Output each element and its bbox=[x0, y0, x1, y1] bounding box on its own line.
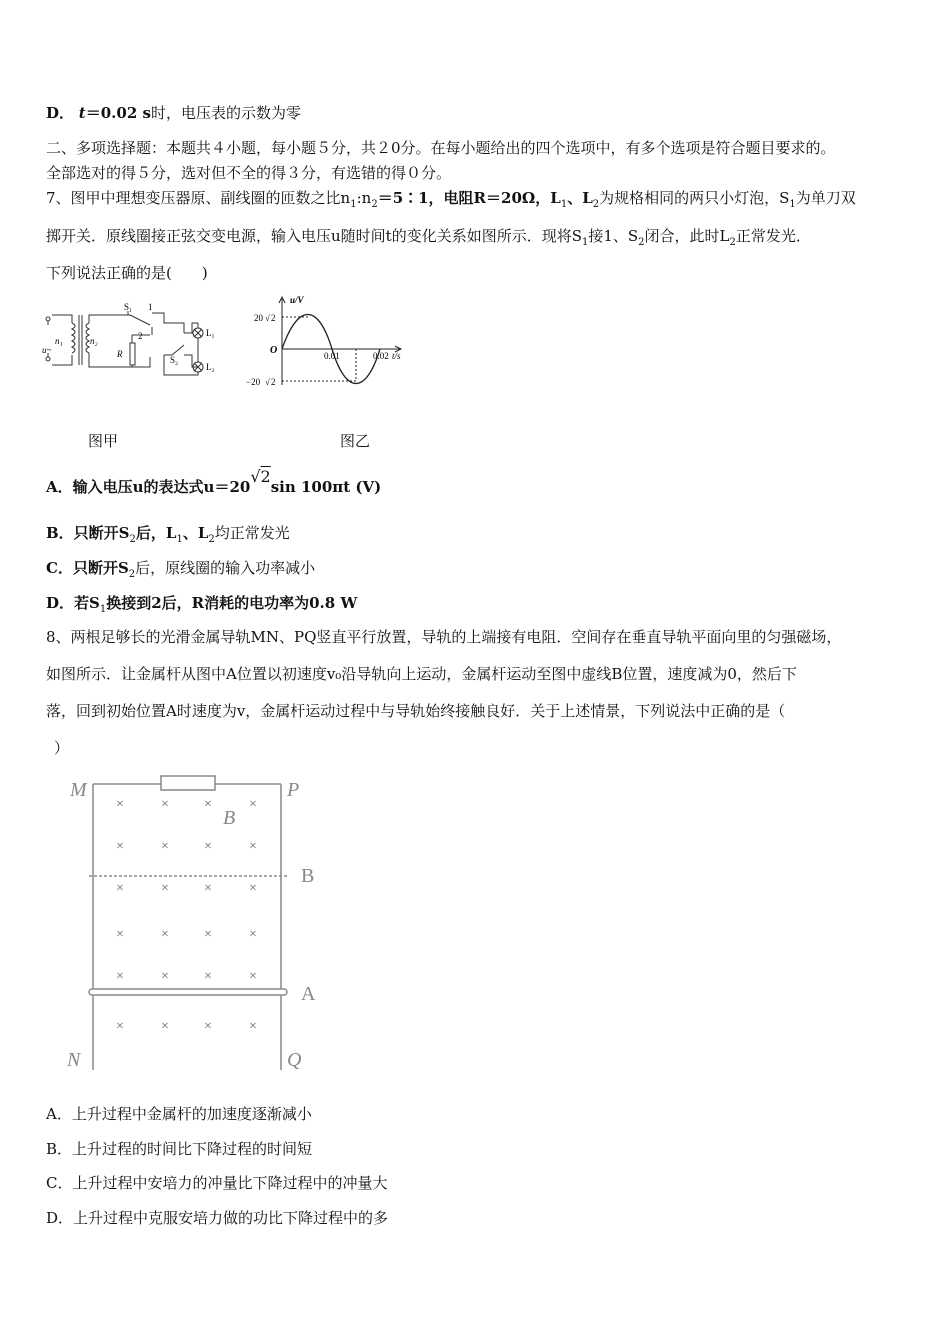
y-max-sqrt-arg: 2 bbox=[271, 313, 276, 323]
text: :n bbox=[356, 189, 372, 207]
section2-line2: 全部选对的得５分，选对但不全的得３分，有选错的得０分。 bbox=[46, 164, 452, 182]
primary-coil bbox=[72, 323, 75, 353]
q8-stem-line3: 落，回到初始位置A时速度为v，金属杆运动过程中与导轨始终接触良好．关于上述情景，下列说法中正确的是（ bbox=[46, 702, 786, 720]
sub: 1 bbox=[350, 199, 357, 210]
field-cross: × bbox=[116, 839, 124, 854]
switch-s2 bbox=[172, 345, 184, 355]
sub: 2 bbox=[729, 237, 736, 248]
label-field-b: B bbox=[223, 807, 236, 829]
x-axis-label: t/s bbox=[392, 351, 401, 361]
q7-stem-line1 bbox=[46, 187, 856, 210]
field-cross: × bbox=[249, 881, 257, 896]
y-axis-label: u/V bbox=[290, 295, 304, 305]
field-cross: × bbox=[116, 797, 124, 812]
text: 7、图甲中理想变压器原、副线圈的匝数之比n bbox=[46, 189, 351, 207]
label-position-a: A bbox=[301, 983, 316, 1005]
label-s2: S₂ bbox=[170, 355, 179, 365]
q8-option-a: A．上升过程中金属杆的加速度逐渐减小 bbox=[46, 1105, 312, 1123]
label-n: N bbox=[67, 1049, 81, 1071]
text: 后，原线圈的输入功率减小 bbox=[135, 559, 316, 577]
resistor bbox=[161, 776, 215, 790]
q8-option-d: D．上升过程中克服安培力做的功比下降过程中的多 bbox=[46, 1209, 389, 1227]
q7-stem-line3: 下列说法正确的是( ) bbox=[46, 264, 208, 282]
sub: 1 bbox=[99, 604, 107, 615]
text: 均正常发光 bbox=[214, 524, 290, 542]
sub: 1 bbox=[789, 199, 796, 210]
q8-option-c: C．上升过程中安培力的冲量比下降过程中的冲量大 bbox=[46, 1174, 388, 1192]
figure-b-caption: 图乙 bbox=[340, 432, 371, 450]
text: B．只断开S bbox=[46, 524, 130, 542]
field-cross: × bbox=[204, 881, 212, 896]
field-cross: × bbox=[161, 927, 169, 942]
q8-option-b: B．上升过程的时间比下降过程的时间短 bbox=[46, 1140, 313, 1158]
sub: 2 bbox=[371, 199, 378, 210]
field-cross: × bbox=[249, 1019, 257, 1034]
text: 为单刀双 bbox=[795, 189, 856, 207]
q7-option-b bbox=[46, 522, 290, 545]
origin-label: O bbox=[270, 345, 278, 356]
field-cross: × bbox=[161, 881, 169, 896]
label-n2: n₂ bbox=[90, 336, 98, 346]
option-text: 时，电压表的示数为零 bbox=[150, 104, 301, 122]
text: 、L bbox=[567, 189, 593, 207]
field-cross: × bbox=[116, 1019, 124, 1034]
field-cross: × bbox=[116, 881, 124, 896]
rails-figure bbox=[55, 770, 335, 1075]
field-cross: × bbox=[249, 927, 257, 942]
sub: 1 bbox=[581, 237, 589, 248]
text: 、L bbox=[182, 524, 209, 542]
text: 接1、S bbox=[588, 227, 639, 245]
q8-stem-line1: 8、两根足够长的光滑金属导轨MN、PQ竖直平行放置，导轨的上端接有电阻．空间存在垂直导轨平面向里的匀强磁场， bbox=[46, 628, 842, 646]
y-min-sqrt: √ bbox=[265, 377, 270, 387]
sub: 2 bbox=[638, 237, 645, 248]
sqrt-sign: √2 bbox=[250, 467, 271, 486]
label-r: R bbox=[117, 349, 123, 359]
secondary-coil bbox=[86, 323, 89, 353]
figure-a-caption: 图甲 bbox=[88, 432, 119, 450]
label-q: Q bbox=[287, 1049, 302, 1071]
y-max-sqrt: √ bbox=[265, 313, 270, 323]
field-cross: × bbox=[204, 797, 212, 812]
section2-line1: 二、多项选择题：本题共４小题，每小题５分，共２0分。在每小题给出的四个选项中，有多个选项是符合题目要求的。 bbox=[46, 139, 836, 157]
y-min-label: −20 bbox=[246, 377, 261, 387]
label-n1: n₁ bbox=[55, 336, 63, 346]
sub: 1 bbox=[176, 534, 183, 545]
label-l2: L₂ bbox=[206, 362, 215, 372]
field-cross: × bbox=[161, 839, 169, 854]
field-cross: × bbox=[161, 797, 169, 812]
sub: 2 bbox=[208, 534, 215, 545]
field-cross: × bbox=[161, 1019, 169, 1034]
q8-stem-line4: ） bbox=[54, 739, 70, 757]
text: ＝5∶1，电阻R＝20Ω，L bbox=[377, 189, 561, 207]
q7-option-d bbox=[46, 592, 357, 615]
prev-option-d bbox=[46, 102, 301, 123]
label-l1: L₁ bbox=[206, 328, 215, 338]
field-cross: × bbox=[161, 969, 169, 984]
text: 闭合，此时L bbox=[644, 227, 730, 245]
voltage-graph bbox=[240, 293, 420, 393]
field-cross: × bbox=[116, 927, 124, 942]
q7-option-a bbox=[46, 467, 382, 497]
tick-label-001: 0.01 bbox=[324, 351, 340, 361]
label-s1: S₁ bbox=[124, 302, 133, 312]
field-cross: × bbox=[249, 797, 257, 812]
label-p: P bbox=[287, 779, 300, 801]
text: 换接到2后，R消耗的电功率为0.8 W bbox=[106, 594, 358, 612]
field-cross: × bbox=[249, 969, 257, 984]
time-value: ＝0.02 s bbox=[85, 104, 151, 122]
q7-option-c bbox=[46, 557, 315, 580]
field-cross: × bbox=[204, 1019, 212, 1034]
q8-stem-line2: 如图所示．让金属杆从图中A位置以初速度v₀沿导轨向上运动，金属杆运动至图中虚线B位置，速度减为0，然后下 bbox=[46, 665, 797, 683]
field-cross: × bbox=[204, 927, 212, 942]
sub: 2 bbox=[128, 569, 136, 580]
y-min-sqrt-arg: 2 bbox=[271, 377, 276, 387]
variable-t: t bbox=[78, 104, 86, 122]
circuit-diagram bbox=[42, 295, 232, 395]
field-cross: × bbox=[204, 839, 212, 854]
option-text: A．输入电压u的表达式u＝20 bbox=[46, 478, 251, 496]
terminal bbox=[46, 357, 50, 361]
label-position-b: B bbox=[301, 865, 315, 887]
text: 为规格相同的两只小灯泡，S bbox=[599, 189, 790, 207]
label-contact-2: 2 bbox=[138, 331, 143, 341]
tick-label-002: 0.02 bbox=[373, 351, 389, 361]
field-cross: × bbox=[249, 839, 257, 854]
text: D．若S bbox=[46, 594, 100, 612]
option-text: sin 100πt (V) bbox=[270, 478, 382, 496]
terminal bbox=[46, 317, 50, 321]
text: 后，L bbox=[135, 524, 177, 542]
text: C．只断开S bbox=[46, 559, 129, 577]
resistor bbox=[130, 343, 135, 365]
metal-rod-a bbox=[89, 989, 287, 995]
field-cross: × bbox=[116, 969, 124, 984]
field-cross: × bbox=[204, 969, 212, 984]
text: 正常发光． bbox=[735, 227, 811, 245]
switch-s1 bbox=[130, 315, 150, 325]
sub: 2 bbox=[129, 534, 136, 545]
sqrt-arg: 2 bbox=[260, 467, 271, 486]
label-m: M bbox=[70, 779, 87, 801]
label-contact-1: 1 bbox=[148, 302, 153, 312]
option-letter: D． bbox=[46, 104, 75, 122]
text: 掷开关．原线圈接正弦交变电源，输入电压u随时间t的变化关系如图所示．现将S bbox=[46, 227, 582, 245]
label-u: u~ bbox=[42, 345, 52, 355]
y-max-label: 20 bbox=[254, 313, 263, 323]
sub: 1 bbox=[560, 199, 568, 210]
sub: 2 bbox=[592, 199, 600, 210]
q7-stem-line2 bbox=[46, 225, 811, 248]
